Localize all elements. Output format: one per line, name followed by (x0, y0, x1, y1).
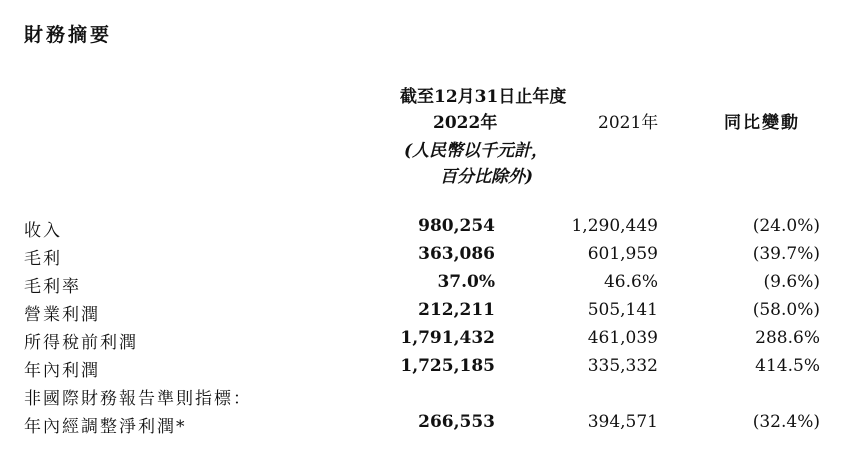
unit-note-line1: (人民幣以千元計， (404, 141, 549, 161)
table-row (0, 328, 865, 358)
row-label: 毛利 (24, 249, 62, 269)
table-row (0, 300, 865, 330)
table-row (0, 272, 865, 302)
row-label: 收入 (24, 221, 62, 241)
value-2022: 1,725,185 (400, 356, 495, 376)
year-2021-header: 2021年 (598, 113, 659, 133)
value-2022: 980,254 (418, 216, 495, 236)
value-change: (39.7%) (752, 244, 820, 264)
value-change: (24.0%) (752, 216, 820, 236)
row-label: 年內利潤 (24, 361, 100, 381)
unit-note-line2: 百分比除外) (440, 167, 534, 187)
row-label: 營業利潤 (24, 305, 100, 325)
row-label: 年內經調整淨利潤* (24, 417, 187, 437)
row-label: 毛利率 (24, 277, 81, 297)
value-2021: 461,039 (587, 328, 658, 348)
value-2021: 335,332 (587, 356, 658, 376)
row-label: 所得稅前利潤 (24, 333, 138, 353)
value-2022: 37.0% (437, 272, 495, 292)
section-title: 財務摘要 (24, 24, 113, 46)
year-2022-header: 2022年 (433, 113, 498, 133)
period-header: 截至12月31日止年度 (400, 87, 567, 107)
value-2021: 505,141 (587, 300, 658, 320)
value-2021: 601,959 (587, 244, 658, 264)
value-change: (9.6%) (763, 272, 820, 292)
value-2022: 363,086 (418, 244, 495, 264)
value-change: 414.5% (755, 356, 820, 376)
table-row (0, 244, 865, 274)
value-2021: 46.6% (603, 272, 658, 292)
table-row-section-header (0, 384, 865, 414)
change-header: 同比變動 (724, 113, 800, 133)
value-2021: 1,290,449 (571, 216, 658, 236)
value-2022: 266,553 (418, 412, 495, 432)
value-2021: 394,571 (587, 412, 658, 432)
value-change: (58.0%) (752, 300, 820, 320)
value-change: (32.4%) (752, 412, 820, 432)
value-2022: 212,211 (418, 300, 495, 320)
table-row (0, 216, 865, 246)
row-label: 非國際財務報告準則指標： (24, 389, 252, 409)
table-row (0, 412, 865, 442)
value-2022: 1,791,432 (400, 328, 495, 348)
table-row (0, 356, 865, 386)
value-change: 288.6% (755, 328, 820, 348)
